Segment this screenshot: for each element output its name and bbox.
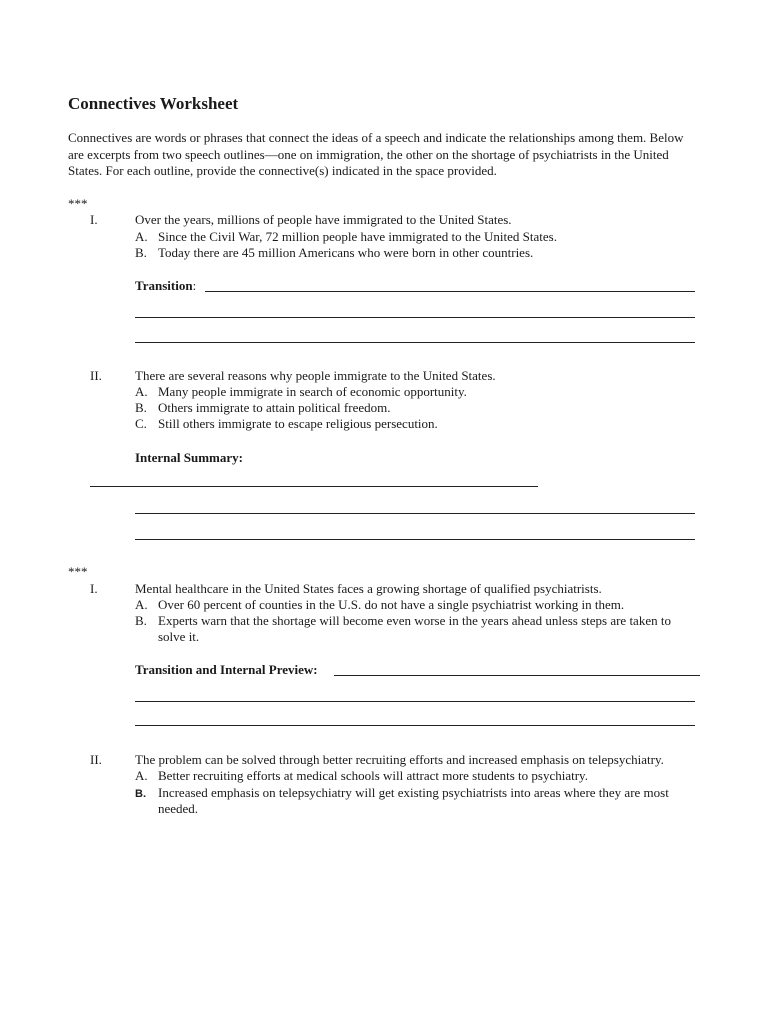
subpoint	[135, 785, 700, 817]
subpoint-text: Increased emphasis on telepsychiatry will get existing psychiatrists into areas where they are most needed.	[158, 785, 669, 816]
answer-line[interactable]	[135, 539, 695, 540]
connective-label: Internal Summary:	[135, 450, 243, 465]
main-point-text: There are several reasons why people immigrate to the United States.	[135, 368, 496, 383]
subpoint-letter: C.	[135, 416, 147, 431]
subpoint-letter: B.	[135, 400, 147, 415]
connective-label-colon: :	[192, 278, 197, 293]
subpoint	[135, 597, 700, 613]
subpoint-letter: B.	[135, 613, 147, 628]
outline-numeral: II.	[90, 752, 102, 767]
answer-line[interactable]	[135, 725, 695, 726]
subpoint-text: Experts warn that the shortage will become even worse in the years ahead unless steps are taken to solve it.	[158, 613, 671, 644]
answer-line[interactable]	[334, 675, 700, 676]
subpoint-text: Over 60 percent of counties in the U.S. do not have a single psychiatrist working in them.	[158, 597, 625, 612]
outline-numeral: I.	[90, 212, 98, 227]
page-title: Connectives Worksheet	[68, 94, 239, 113]
outline-numeral: I.	[90, 581, 98, 596]
subpoint-text: Today there are 45 million Americans who were born in other countries.	[158, 245, 534, 260]
answer-line[interactable]	[135, 342, 695, 343]
answer-line[interactable]	[135, 513, 695, 514]
subpoint	[135, 245, 700, 261]
subpoint-letter: A.	[135, 229, 148, 244]
subpoint	[135, 416, 700, 432]
subpoint-letter: A.	[135, 768, 148, 783]
answer-line[interactable]	[205, 291, 695, 292]
answer-line[interactable]	[90, 486, 538, 487]
subpoint-letter: B.	[135, 245, 147, 260]
main-point-text: Over the years, millions of people have immigrated to the United States.	[135, 212, 512, 227]
subpoint-text: Many people immigrate in search of economic opportunity.	[158, 384, 467, 399]
subpoint	[135, 400, 700, 416]
intro-paragraph: Connectives are words or phrases that connect the ideas of a speech and indicate the relationships among them. Below are excerpts from two speech outlines—one on immigration, the other on the shortage of psychiatrists in the United States. For each outline, provide the connective(s) indicated in the space provided.	[68, 130, 684, 178]
subpoint	[135, 768, 700, 784]
section-marker: ***	[68, 564, 88, 579]
subpoint-letter: B.	[135, 788, 146, 800]
subpoint-letter: A.	[135, 384, 148, 399]
answer-line[interactable]	[135, 317, 695, 318]
connective-label: Transition and Internal Preview:	[135, 662, 318, 677]
subpoint-letter: A.	[135, 597, 148, 612]
subpoint-text: Better recruiting efforts at medical schools will attract more students to psychiatry.	[158, 768, 588, 783]
subpoint-text: Since the Civil War, 72 million people have immigrated to the United States.	[158, 229, 557, 244]
main-point-text: The problem can be solved through better recruiting efforts and increased emphasis on telepsychiatry.	[135, 752, 664, 767]
subpoint-text: Still others immigrate to escape religious persecution.	[158, 416, 438, 431]
connective-label-text: Transition	[135, 278, 193, 293]
main-point-text: Mental healthcare in the United States faces a growing shortage of qualified psychiatrists.	[135, 581, 602, 596]
subpoint	[135, 229, 700, 245]
outline-numeral: II.	[90, 368, 102, 383]
connective-label	[135, 278, 196, 294]
section-marker: ***	[68, 196, 88, 211]
subpoint	[135, 384, 700, 400]
subpoint	[135, 613, 700, 645]
subpoint-text: Others immigrate to attain political freedom.	[158, 400, 391, 415]
answer-line[interactable]	[135, 701, 695, 702]
